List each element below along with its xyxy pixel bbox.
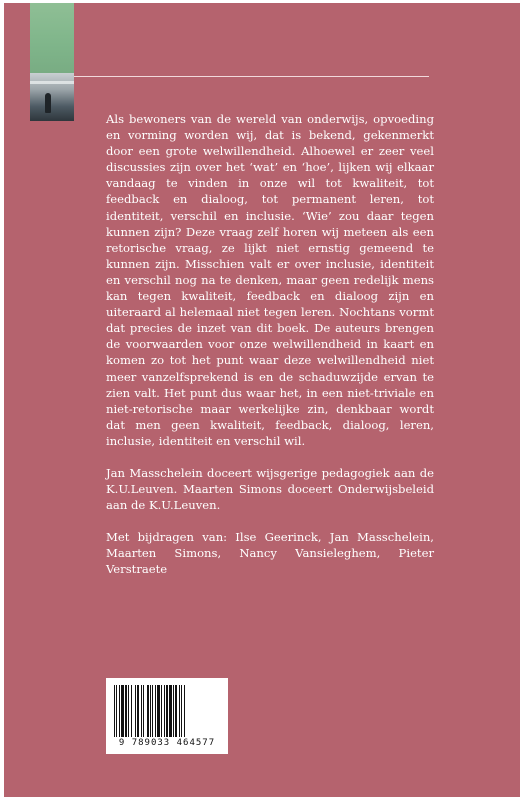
barcode-bar xyxy=(175,685,177,737)
barcode-bar xyxy=(131,685,132,737)
barcode-bar xyxy=(184,685,185,737)
barcode-bar xyxy=(125,685,127,737)
barcode-bar xyxy=(161,685,162,737)
thumbnail-figure xyxy=(45,93,51,113)
barcode-bar xyxy=(179,685,180,737)
isbn-number: 9 789033 464577 xyxy=(118,738,216,748)
barcode xyxy=(106,678,228,754)
cover-thumbnail-image xyxy=(30,3,74,121)
barcode-bar xyxy=(157,685,160,737)
barcode-bar xyxy=(166,685,168,737)
barcode-bar xyxy=(155,685,156,737)
barcode-bars xyxy=(114,685,220,737)
barcode-bar xyxy=(114,685,115,737)
thumbnail-photo xyxy=(30,73,74,121)
barcode-bar xyxy=(173,685,174,737)
authors-paragraph: Jan Masschelein doceert wijsgerige pedagogiek aan de K.U.Leuven. Maarten Simons doceert Onderwijsbeleid aan de K.U.Leuven. xyxy=(106,465,434,513)
barcode-bar xyxy=(128,685,129,737)
horizontal-rule xyxy=(74,76,429,77)
barcode-bar xyxy=(150,685,151,737)
barcode-bar xyxy=(181,685,182,737)
barcode-bar xyxy=(164,685,165,737)
barcode-bar xyxy=(141,685,142,737)
thumbnail-green-panel xyxy=(30,3,74,73)
barcode-bar xyxy=(121,685,124,737)
barcode-bar xyxy=(169,685,172,737)
back-cover xyxy=(4,3,520,797)
barcode-bar xyxy=(116,685,117,737)
barcode-bar xyxy=(135,685,136,737)
barcode-bar xyxy=(152,685,153,737)
contributors-paragraph: Met bijdragen van: Ilse Geerinck, Jan Masschelein, Maarten Simons, Nancy Vansieleghem, Pieter Verstraete xyxy=(106,530,434,577)
blurb-paragraph: Als bewoners van de wereld van onderwijs, opvoeding en vorming worden wij, dat is bekend, gekenmerkt door een grote welwillendheid. Alhoewel er zeer veel discussies zijn over het ‘wat’ en ‘hoe’, lijken wij elkaar vandaag te vinden in onze wil tot kwaliteit, tot feedback en dialoog, tot permanent leren, tot identiteit, verschil en inclusie. ‘Wie’ zou daar tegen kunnen zijn? Deze vraag zelf horen wij meteen als een retorische vraag, ze lijkt niet ernstig gemeend te kunnen zijn. Misschien valt er over inclusie, identiteit en verschil nog na te denken, maar geen redelijk mens kan tegen kwaliteit, feedback en dialoog zijn en uiteraard al helemaal niet tegen leren. Nochtans vormt dat precies de inzet van dit boek. De auteurs brengen de voorwaarden voor onze welwillendheid in kaart en komen zo tot het punt waar deze welwillendheid niet meer vanzelfsprekend is en de schaduwzijde ervan te zien valt. Het punt dus waar het, in een niet-triviale en niet-retorische maar werkelijke zin, denkbaar wordt dat men geen kwaliteit, feedback, dialoog, leren, inclusie, identiteit en verschil wil. xyxy=(106,112,434,448)
barcode-bar xyxy=(143,685,144,737)
barcode-bar xyxy=(147,685,149,737)
barcode-bar xyxy=(137,685,139,737)
barcode-bar xyxy=(119,685,120,737)
blurb-text xyxy=(106,111,434,594)
